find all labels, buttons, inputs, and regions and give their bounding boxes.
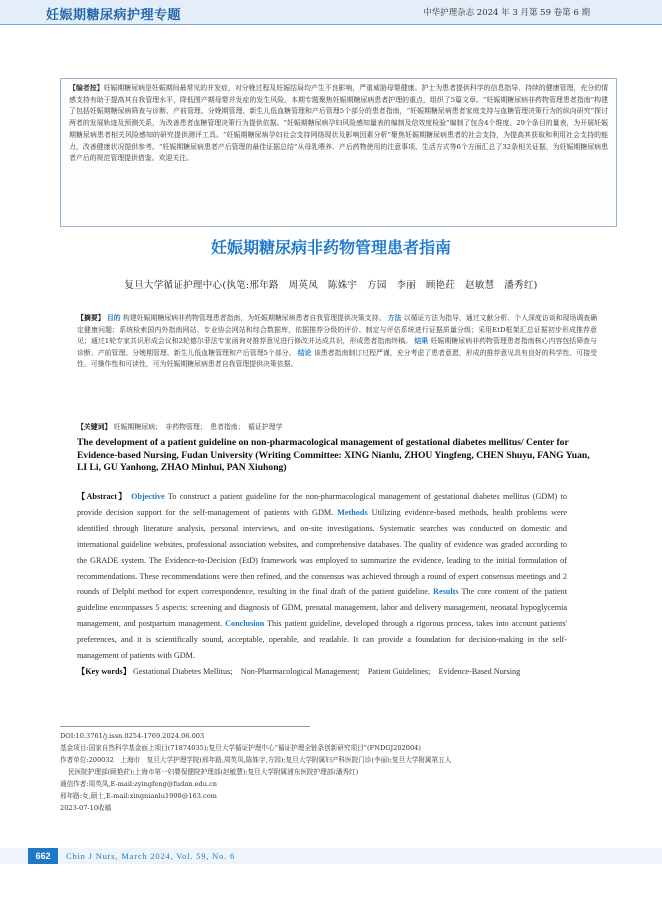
en-conclusion-label: Conclusion — [225, 619, 265, 629]
cn-conclusion-label: 结论 — [297, 348, 312, 357]
en-objective: To construct a patient guideline for the non-pharmacological management of gestational diabetes mellitus (GDM) to provide decision support for the self-management of patients with GDM. — [77, 492, 567, 517]
en-results-label: Results — [433, 587, 459, 597]
journal-issue: 中华护理杂志 2024 年 3 月第 59 卷第 6 期 — [423, 8, 590, 18]
cn-methods-label: 方法 — [387, 314, 402, 322]
cn-methods: 以循证方法为指导，通过文献分析、个人深度访谈和现场调查确定健康问题；系统检索国内外指南网站、专业协会网站和综合数据库，依据推荐分级的评价、制定与评估系统进行证据质量分级；采用EtD框架汇总证据初步形成推荐意见；通过1轮专家共识形成会议和2轮德尔菲法专家函询对推荐意见进行修改并达成共识，形成患者指南终稿。 — [77, 314, 598, 346]
cn-results: 妊娠期糖尿病非药物管理患者指南核心内容包括筛查与诊断、产前管理、分娩期管理、新生儿低血糖管理和产后管理5个部分。 — [77, 337, 598, 357]
abstract-en-label: 【Abstract】 — [77, 492, 128, 501]
article-title: 妊娠期糖尿病非药物管理患者指南 — [210, 238, 451, 257]
en-objective-label: Objective — [131, 492, 165, 501]
cn-conclusion: 该患者指南制订过程严谨，充分考虑了患者意愿，形成的推荐意见具有良好的科学性、可接受性、可操作性和可读性，可为妊娠期糖尿病患者自我管理提供决策依据。 — [77, 348, 598, 369]
editor-note-text: 妊娠期糖尿病是妊娠期间最常见的并发症，对分娩过程及妊娠结局均产生不良影响，严重威胁母婴健康。护士为患者提供科学的信息指导、持续的健康管理，充分的情感支持有助于提高其自我管理水平，降低围产期母婴并发症的发生风险。本期专题聚焦妊娠期糖尿病患者护理的重点，组织了5篇文章。“妊娠期糖尿病非药物管理患者指南”构建了包括妊娠期糖尿病筛查与诊断、产前管理、分娩期管理、新生儿低血糖管理和产后管理5个部分的患者指南，“妊娠期糖尿病患者家庭支持与血糖管理决策行为的纵向研究”探讨两者的发展轨迹及预测关系，为改善患者血糖管理决策行为提供依据。“妊娠期糖尿病孕妇风险感知量表的编制及信效度检验”编制了包含4个维度、29个条目的量表，为开展妊娠期糖尿病患者相关风险感知的研究提供测评工具。“妊娠期糖尿病孕妇社会支持网络现状及影响因素分析”聚焦妊娠期糖尿病患者的社会支持，为提高其获取和利用社会支持的能力，改善健康状况提供参考。“妊娠期糖尿病患者产后管理的最佳证据总结”从母乳喂养、产后药物使用的注意事项、生活方式等6个方面汇总了32条相关证据，为妊娠期糖尿病患者产后的规范管理提供借鉴。欢迎关注。 — [69, 84, 609, 163]
series-title: 妊娠期糖尿病护理专题 — [46, 8, 182, 23]
keywords-en-text: Gestational Diabetes Mellitus; Non-Pharmacological Management; Patient Guidelines; Evidence-Based Nursing — [132, 666, 521, 676]
journal-footer: Chin J Nurs, March 2024, Vol. 59, No. 6 — [66, 851, 236, 861]
keywords-cn — [77, 422, 597, 434]
cn-objective-label: 目的 — [106, 314, 121, 322]
cn-objective: 构建妊娠期糖尿病非药物管理患者指南，为妊娠期糖尿病患者自我管理提供决策支持。 — [122, 314, 386, 322]
corresponding-author: 通信作者:周英凤,E-mail:zyingfeng@fudan.edu.cn — [60, 780, 218, 788]
keywords-cn-label: 【关键词】 — [77, 423, 112, 431]
en-conclusion: This patient guideline, developed through a rigorous process, takes into account patients' preferences, and it is scientifically sound, acceptable, operable, and readable. It can provide a foundation for decision-making in the self-management of patients with GDM. — [77, 619, 568, 661]
keywords-cn-text: 妊娠期糖尿病； 非药物管理； 患者指南； 循证护理学 — [113, 423, 283, 431]
cn-results-label: 结果 — [414, 337, 429, 346]
abstract-cn-label: 【摘要】 — [77, 314, 105, 322]
en-methods-label: Methods — [337, 507, 368, 517]
footnote-divider — [60, 726, 310, 727]
running-header — [0, 0, 662, 25]
footnotes — [60, 730, 620, 814]
received-date: 2023-07-10收稿 — [60, 804, 112, 812]
page-number: 662 — [28, 848, 58, 864]
affiliation-line-2: 民医院护理部(顾艳荭);上海市第一妇婴保健院护理部(赵敏慧);复旦大学附属浦东医院护理部(潘秀红) — [68, 768, 359, 776]
doi: DOI:10.3761/j.issn.0254-1769.2024.06.003 — [60, 732, 205, 740]
article-authors: 复旦大学循证护理中心(执笔:邢年路 周英凤 陈姝宇 方园 李丽 顾艳荭 赵敏慧 潘秀红) — [124, 280, 538, 291]
editor-note-box — [60, 78, 617, 227]
affiliation-line-1: 作者单位:200032 上海市 复旦大学护理学院(邢年路,周英凤,陈姝宇,方园);复旦大学附属妇产科医院门诊(李丽);复旦大学附属第五人 — [60, 756, 452, 764]
fund: 基金项目:国家自然科学基金面上项目(71874035);复旦大学循证护理中心“循证护理全链条创新研究项目”(FNDGJ202004) — [60, 744, 421, 752]
en-methods: Utilizing evidence-based methods, health problems were identified through literature analysis, personal interviews, and on-site investigations. Systematic searches was conducted on domestic and international guideline websites, professional association websites, and comprehensive databases. The quality of evidence was graded according to the GRADE system. The Evidence-to-Decision (EtD) framework was employed to summarize the evidence, leading to the initial formulation of recommendations. These recommendations were then refined, and the consensus was achieved through a round of expert consensus meetings and 2 rounds of Delphi method for expert correspondence, resulting in the final draft of the patient guideline. — [77, 507, 568, 597]
abstract-en — [77, 489, 567, 680]
editor-note — [69, 83, 608, 165]
editor-note-label: 【编者按】 — [69, 84, 104, 92]
first-author: 邢年路:女,硕士,E-mail:xingnianlu1998@163.com — [60, 792, 217, 800]
abstract-cn — [77, 313, 597, 371]
keywords-en-label: 【Key words】 — [77, 666, 131, 676]
en-results: The core content of the patient guideline encompasses 5 aspects: screening and diagnosis of GDM, prenatal management, labor and delivery management, neonatal hypoglycemia management, and postpartum management. — [77, 587, 567, 629]
english-title: The development of a patient guideline on non-pharmacological management of gestational diabetes mellitus/ Center for Evidence-based Nursing, Fudan University (Writing Committee: XING Nianlu, ZHOU Yingfeng, CHEN Shuyu, FANG Yuan, LI Li, GU Yanhong, ZHAO Minhui, PAN Xiuhong) — [77, 437, 590, 473]
